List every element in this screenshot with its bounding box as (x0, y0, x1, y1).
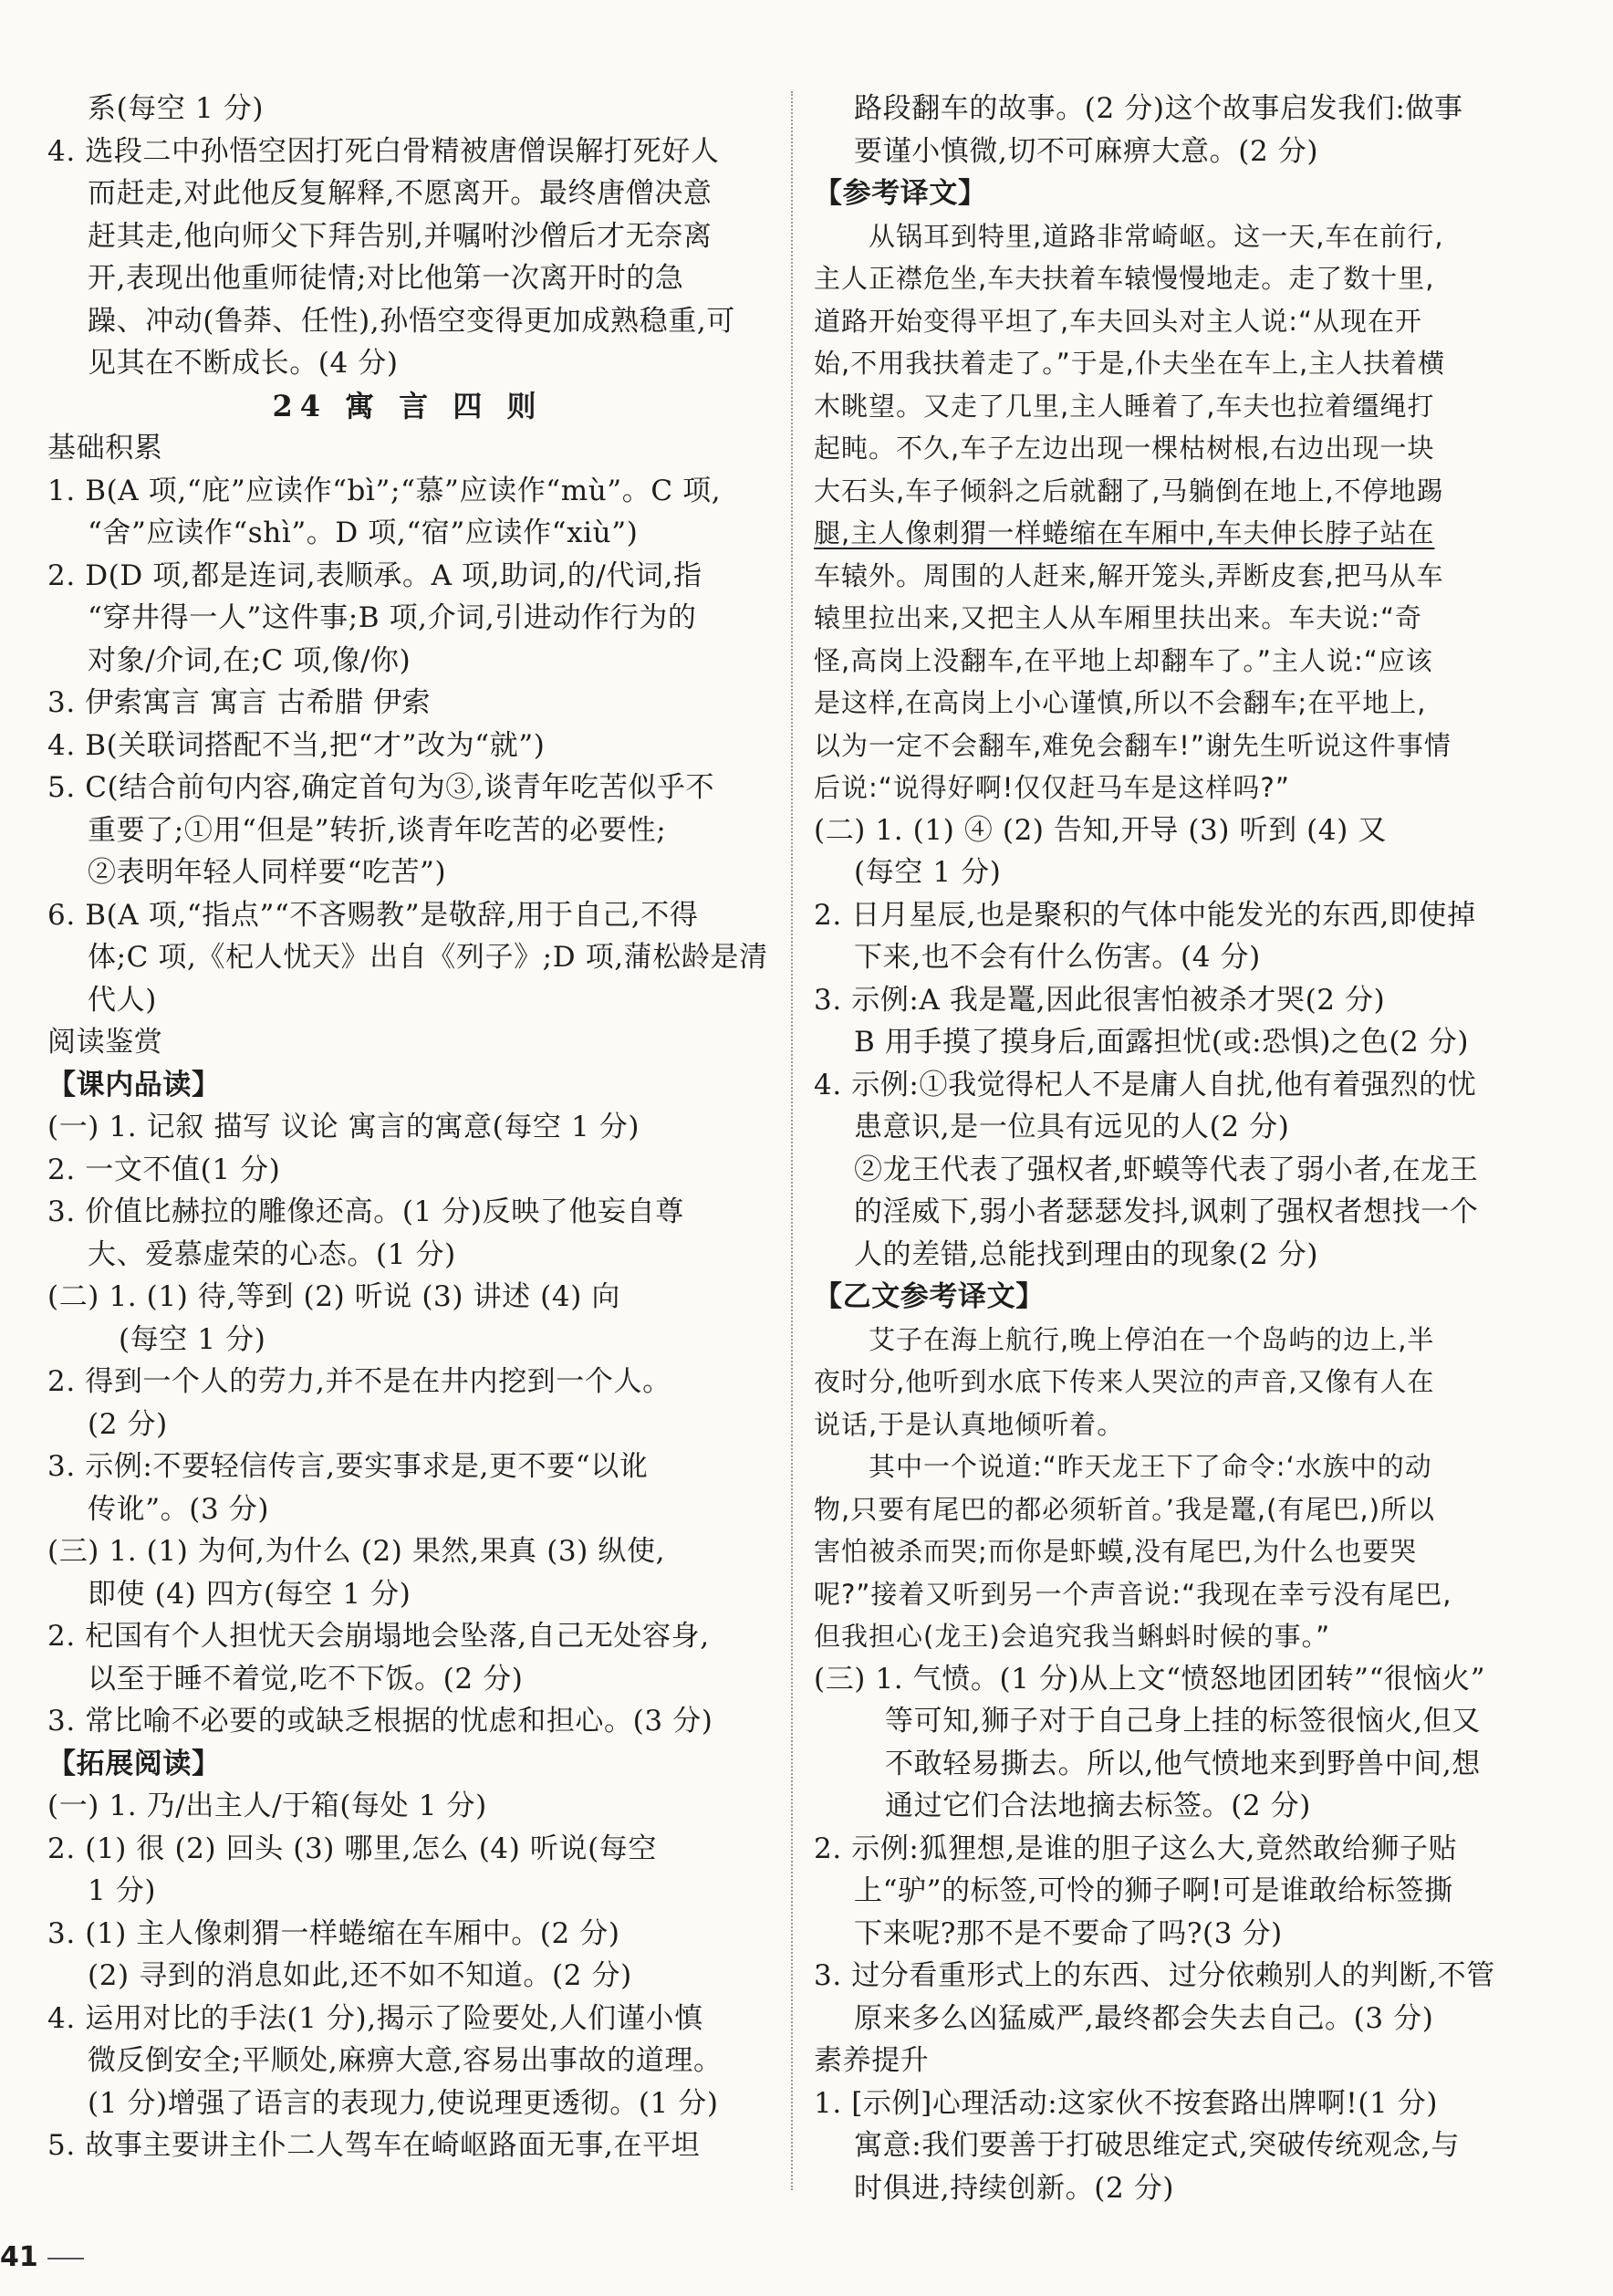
left-text-line: 2. 杞国有个人担忧天会崩塌地会坠落,自己无处容身, (47, 1620, 710, 1653)
left-text-line: 而赶走,对此他反复解释,不愿离开。最终唐僧决意 (88, 177, 713, 210)
right-text-line: 1. [示例]心理活动:这家伙不按套路出牌啊!(1 分) (814, 2086, 1439, 2120)
left-text-line: 3. (1) 主人像刺猬一样蜷缩在车厢中。(2 分) (47, 1916, 620, 1950)
right-text-line: 怪,高岗上没翻车,在平地上却翻车了。”主人说:“应该 (814, 644, 1433, 676)
right-text-line: 说话,于是认真地倾听着。 (814, 1408, 1125, 1440)
left-text-line: 3. 价值比赫拉的雕像还高。(1 分)反映了他妄自尊 (47, 1195, 684, 1228)
right-text-line: 患意识,是一位具有远见的人(2 分) (854, 1111, 1290, 1143)
right-text-line: 腿,主人像刺猬一样蜷缩在车厢中,车夫伸长脖子站在 (814, 517, 1435, 548)
page-number: 41 (0, 2241, 38, 2273)
left-text-line: 4. 选段二中孙悟空因打死白骨精被唐僧误解打死好人 (47, 134, 720, 168)
right-text-line: 通过它们合法地摘去标签。(2 分) (885, 1790, 1311, 1822)
right-text-line: 下来,也不会有什么伤害。(4 分) (854, 941, 1261, 974)
right-text-line: 2. 示例:狐狸想,是谁的胆子这么大,竟然敢给狮子贴 (814, 1832, 1458, 1865)
right-text-line: 是这样,在高岗上小心谨慎,所以不会翻车;在平地上, (814, 687, 1427, 718)
left-text-line: 大、爱慕虚荣的心态。(1 分) (88, 1237, 456, 1271)
left-text-line: 代人) (88, 983, 157, 1017)
left-text-line: 微反倒安全;平顺处,麻痹大意,容易出事故的道理。 (88, 2044, 723, 2077)
right-text-line: 3. 示例:A 我是鼍,因此很害怕被杀才哭(2 分) (814, 983, 1386, 1017)
left-text-line: 对象/介词,在;C 项,像/你) (88, 643, 411, 677)
left-text-line: 3. 常比喻不必要的或缺乏根据的忧虑和担心。(3 分) (47, 1705, 713, 1738)
right-text-line: 从锅耳到特里,道路非常崎岖。这一天,车在前行, (869, 220, 1444, 252)
right-text-line: 后说:“说得好啊!仅仅赶马车是这样吗?” (814, 772, 1290, 803)
left-text-line: 以至于睡不着觉,吃不下饭。(2 分) (88, 1662, 524, 1696)
left-text-line: 【课内品读】 (47, 1068, 221, 1101)
left-text-line: 阅读鉴赏 (47, 1026, 163, 1059)
left-text-line: 即使 (4) 四方(每空 1 分) (88, 1577, 411, 1611)
right-text-line: B 用手摸了摸身后,面露担忧(或:恐惧)之色(2 分) (854, 1026, 1470, 1059)
right-text-line: 【参考译文】 (814, 177, 987, 210)
left-text-line: 见其在不断成长。(4 分) (88, 347, 399, 380)
right-text-line: 3. 过分看重形式上的东西、过分依赖别人的判断,不管 (814, 1959, 1495, 1992)
right-text-line: 人的差错,总能找到理由的现象(2 分) (854, 1237, 1319, 1271)
right-text-line: 的淫威下,弱小者瑟瑟发抖,讽刺了强权者想找一个 (854, 1195, 1479, 1228)
left-text-line: 6. B(A 项,“指点”“不吝赐教”是敬辞,用于自己,不得 (47, 898, 699, 932)
right-text-line: 不敢轻易撕去。所以,他气愤地来到野兽中间,想 (885, 1747, 1481, 1780)
right-text-line: 车辕外。周围的人赶来,解开笼头,弄断皮套,把马从车 (814, 559, 1444, 591)
left-text-line: (2 分) (88, 1407, 168, 1441)
right-text-line: 下来呢?那不是不要命了吗?(3 分) (854, 1916, 1283, 1950)
footer-rule (47, 2258, 84, 2259)
right-text-line: 上“驴”的标签,可怜的狮子啊!可是谁敢给标签撕 (854, 1874, 1453, 1907)
left-text-line: ②表明年轻人同样要“吃苦”) (88, 856, 447, 889)
right-text-line: 物,只要有尾巴的都必须斩首。’我是鼍,(有尾巴,)所以 (814, 1493, 1436, 1525)
left-text-line: 5. 故事主要讲主仆二人驾车在崎岖路面无事,在平坦 (47, 2129, 701, 2162)
left-text-line: 2. 得到一个人的劳力,并不是在井内挖到一个人。 (47, 1365, 671, 1398)
right-text-line: 等可知,狮子对于自己身上挂的标签很恼火,但又 (885, 1705, 1481, 1738)
right-text-line: 呢?”接着又听到另一个声音说:“我现在幸亏没有尾巴, (814, 1578, 1452, 1610)
right-text-line: 大石头,车子倾斜之后就翻了,马躺倒在地上,不停地踢 (814, 475, 1444, 506)
left-text-line: 传讹”。(3 分) (88, 1492, 270, 1526)
right-text-line: 素养提升 (814, 2044, 930, 2077)
right-text-line: 夜时分,他听到水底下传来人哭泣的声音,又像有人在 (814, 1366, 1435, 1397)
right-text-line: 起盹。不久,车子左边出现一棵枯树根,右边出现一块 (814, 433, 1435, 464)
right-text-line: 要谨小慎微,切不可麻痹大意。(2 分) (854, 134, 1319, 168)
left-text-line: (一) 1. 乃/出主人/于箱(每处 1 分) (47, 1790, 487, 1822)
left-text-line: 1. B(A 项,“庇”应读作“bì”;“慕”应读作“mù”。C 项, (47, 474, 722, 507)
left-text-line: 2. D(D 项,都是连词,表顺承。A 项,助词,的/代词,指 (47, 558, 702, 592)
left-text-line: 【拓展阅读】 (47, 1747, 221, 1780)
right-text-line: 主人正襟危坐,车夫扶着车辕慢慢地走。走了数十里, (814, 263, 1435, 294)
left-text-line: 基础积累 (47, 432, 163, 464)
left-text-line: 4. B(关联词搭配不当,把“才”改为“就”) (47, 728, 546, 762)
right-text-line: (三) 1. 气愤。(1 分)从上文“愤怒地团团转”“很恼火” (814, 1662, 1486, 1696)
left-text-line: 3. 示例:不要轻信传言,要实事求是,更不要“以讹 (47, 1450, 649, 1483)
right-text-line: (二) 1. (1) ④ (2) 告知,开导 (3) 听到 (4) 又 (814, 813, 1387, 847)
left-text-line: 5. C(结合前句内容,确定首句为③,谈青年吃苦似乎不 (47, 771, 715, 804)
right-text-line: (每空 1 分) (854, 856, 1002, 889)
right-text-line: ②龙王代表了强权者,虾蟆等代表了弱小者,在龙王 (854, 1153, 1479, 1186)
left-text-line: (每空 1 分) (119, 1322, 266, 1356)
left-text-line: (二) 1. (1) 待,等到 (2) 听说 (3) 讲述 (4) 向 (47, 1280, 620, 1313)
right-text-line: 木眺望。又走了几里,主人睡着了,车夫也拉着缰绳打 (814, 390, 1435, 422)
left-text-line: 24 寓 言 四 则 (272, 388, 544, 423)
left-text-line: 赶其走,他向师父下拜告别,并嘱咐沙僧后才无奈离 (88, 219, 713, 253)
left-column (47, 88, 768, 2167)
left-text-line: (三) 1. (1) 为何,为什么 (2) 果然,果真 (3) 纵使, (47, 1535, 666, 1568)
left-text-line: 3. 伊索寓言 寓言 古希腊 伊索 (47, 686, 432, 719)
right-text-line: 【乙文参考译文】 (814, 1280, 1045, 1313)
left-text-line: 开,表现出他重师徒情;对比他第一次离开时的急 (88, 262, 684, 295)
right-column (814, 88, 1544, 2209)
right-text-line: 道路开始变得平坦了,车夫回头对主人说:“从现在开 (814, 305, 1423, 337)
right-text-line: 4. 示例:①我觉得杞人不是庸人自扰,他有着强烈的忧 (814, 1068, 1477, 1101)
left-text-line: 躁、冲动(鲁莽、任性),孙悟空变得更加成熟稳重,可 (88, 304, 735, 338)
left-text-line: 2. (1) 很 (2) 回头 (3) 哪里,怎么 (4) 听说(每空 (47, 1832, 658, 1865)
left-text-line: 系(每空 1 分) (88, 92, 265, 125)
left-text-line: 2. 一文不值(1 分) (47, 1153, 281, 1186)
right-text-line: 艾子在海上航行,晚上停泊在一个岛屿的边上,半 (869, 1323, 1435, 1355)
left-text-line: (1 分)增强了语言的表现力,使说理更透彻。(1 分) (88, 2086, 719, 2120)
right-text-line: 害怕被杀而哭;而你是虾蟆,没有尾巴,为什么也要哭 (814, 1536, 1418, 1567)
left-text-line: 重要了;①用“但是”转折,谈青年吃苦的必要性; (88, 813, 667, 847)
left-text-line: 1 分) (88, 1874, 157, 1907)
column-divider (791, 91, 793, 2190)
right-text-line: 以为一定不会翻车,难免会翻车!”谢先生听说这件事情 (814, 729, 1452, 761)
right-text-line: 但我担心(龙王)会追究我当蝌蚪时候的事。” (814, 1621, 1331, 1652)
right-text-line: 其中一个说道:“昨天龙王下了命令:‘水族中的动 (869, 1451, 1432, 1482)
left-text-line: 4. 运用对比的手法(1 分),揭示了险要处,人们谨小慎 (47, 2001, 703, 2035)
right-text-line: 辕里拉出来,又把主人从车厢里扶出来。车夫说:“奇 (814, 602, 1423, 633)
left-text-line: 体;C 项,《杞人忧天》出自《列子》;D 项,蒲松龄是清 (88, 941, 768, 974)
right-text-line: 始,不用我扶着走了。”于是,仆夫坐在车上,主人扶着横 (814, 348, 1446, 379)
right-text-line: 时俱进,持续创新。(2 分) (854, 2171, 1175, 2205)
left-text-line: “穿井得一人”这件事;B 项,介词,引进动作行为的 (88, 601, 697, 634)
right-text-line: 寓意:我们要善于打破思维定式,突破传统观念,与 (854, 2129, 1460, 2162)
left-text-line: (2) 寻到的消息如此,还不如不知道。(2 分) (88, 1959, 632, 1992)
left-text-line: “舍”应读作“shì”。D 项,“宿”应读作“xiù”) (88, 517, 639, 549)
page-footer (0, 2241, 84, 2273)
right-text-line: 原来多么凶猛威严,最终都会失去自己。(3 分) (854, 2001, 1434, 2035)
right-text-line: 2. 日月星辰,也是聚积的气体中能发光的东西,即使掉 (814, 898, 1476, 932)
left-text-line: (一) 1. 记叙 描写 议论 寓言的寓意(每空 1 分) (47, 1111, 640, 1143)
right-text-line: 路段翻车的故事。(2 分)这个故事启发我们:做事 (854, 92, 1463, 125)
